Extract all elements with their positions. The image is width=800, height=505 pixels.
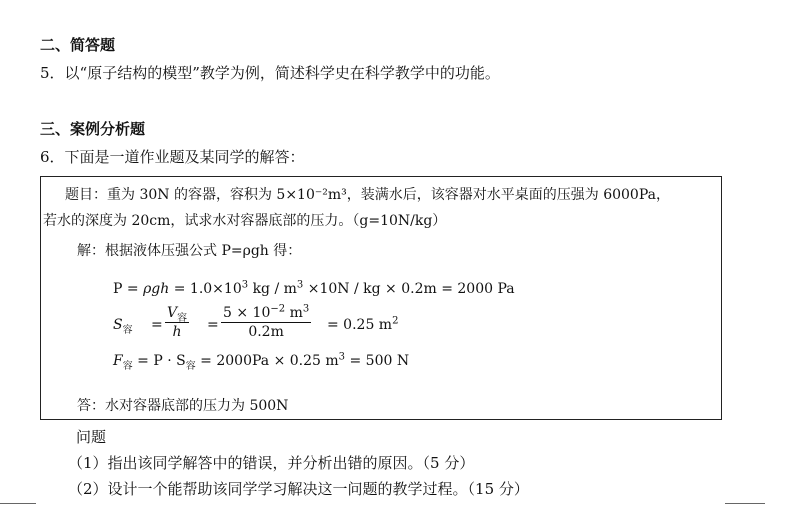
bottom-edge-line-right <box>725 503 765 504</box>
eq2-result-text: = 0.25 m <box>327 317 393 333</box>
eq1-equals: = <box>126 281 139 297</box>
eq2-frac1-num-sub: 容 <box>177 312 188 324</box>
question-part-1: （1）指出该同学解答中的错误，并分析出错的原因。（5 分） <box>68 454 475 472</box>
eq2-equals-2: = <box>207 317 219 333</box>
eq2-frac1-den: h <box>172 324 182 340</box>
eq1-lhs: P <box>113 281 123 297</box>
question-5: 5．以“原子结构的模型”教学为例，简述科学史在科学教学中的功能。 <box>40 64 500 82</box>
bottom-edge-line-left <box>0 503 36 504</box>
eq2-s-sub: 容 <box>122 324 133 336</box>
eq3-f: F <box>113 353 123 369</box>
eq2-result-exp: 2 <box>392 315 399 327</box>
eq2-fraction-1 <box>165 305 189 340</box>
eq2-s: S <box>113 317 123 333</box>
question-part-2: （2）设计一个能帮助该同学学习解决这一问题的教学过程。（15 分） <box>68 480 529 498</box>
eq1-rho-gh: ρgh <box>143 281 170 297</box>
eq2-frac2-num: 5 × 10 <box>223 305 271 321</box>
problem-line-2: 若水的深度为 20cm，试求水对容器底部的压力。（g=10N/kg） <box>43 213 447 229</box>
eq3-mid: = 2000Pa × 0.25 m <box>200 353 339 369</box>
eq2-result <box>327 317 398 333</box>
eq2-equals: = <box>151 317 163 333</box>
eq2-lhs <box>113 317 133 336</box>
eq2-fraction-2 <box>221 305 311 340</box>
solution-intro: 解：根据液体压强公式 P=ρgh 得： <box>77 243 302 259</box>
eq3-tail: = 500 N <box>349 353 410 369</box>
eq3-f-sub: 容 <box>122 360 133 372</box>
problem-line-1: 题目：重为 30N 的容器，容积为 5×10⁻²m³，装满水后，该容器对水平桌面的压强为 6000Pa， <box>65 187 670 203</box>
eq1-kg-m: kg / m <box>252 281 297 297</box>
eq1-rhs: = 1.0×10 <box>173 281 242 297</box>
eq2-frac2-num-unit-exp: 3 <box>302 303 310 315</box>
eq3-body-sub: 容 <box>185 360 196 372</box>
answer-line: 答：水对容器底部的压力为 500N <box>77 398 289 414</box>
eq2-frac1-num: V <box>167 305 178 321</box>
eq1-exp2: 3 <box>296 279 304 291</box>
equation-pressure <box>113 281 515 297</box>
eq3-body: = P · S <box>137 353 186 369</box>
eq1-exp1: 3 <box>241 279 249 291</box>
eq2-frac2-num-unit: m <box>289 305 303 321</box>
section-2-heading: 二、简答题 <box>40 36 116 54</box>
homework-box <box>40 176 722 420</box>
equation-force <box>113 351 410 372</box>
section-3-heading: 三、案例分析题 <box>40 120 146 138</box>
eq3-exp: 3 <box>338 351 346 363</box>
question-6: 6．下面是一道作业题及某同学的解答： <box>40 148 305 166</box>
eq1-tail: ×10N / kg × 0.2m = 2000 Pa <box>307 281 515 297</box>
questions-title: 问题 <box>76 428 107 446</box>
eq2-frac2-exp: −2 <box>270 303 286 315</box>
eq2-frac2-den: 0.2m <box>248 324 284 340</box>
